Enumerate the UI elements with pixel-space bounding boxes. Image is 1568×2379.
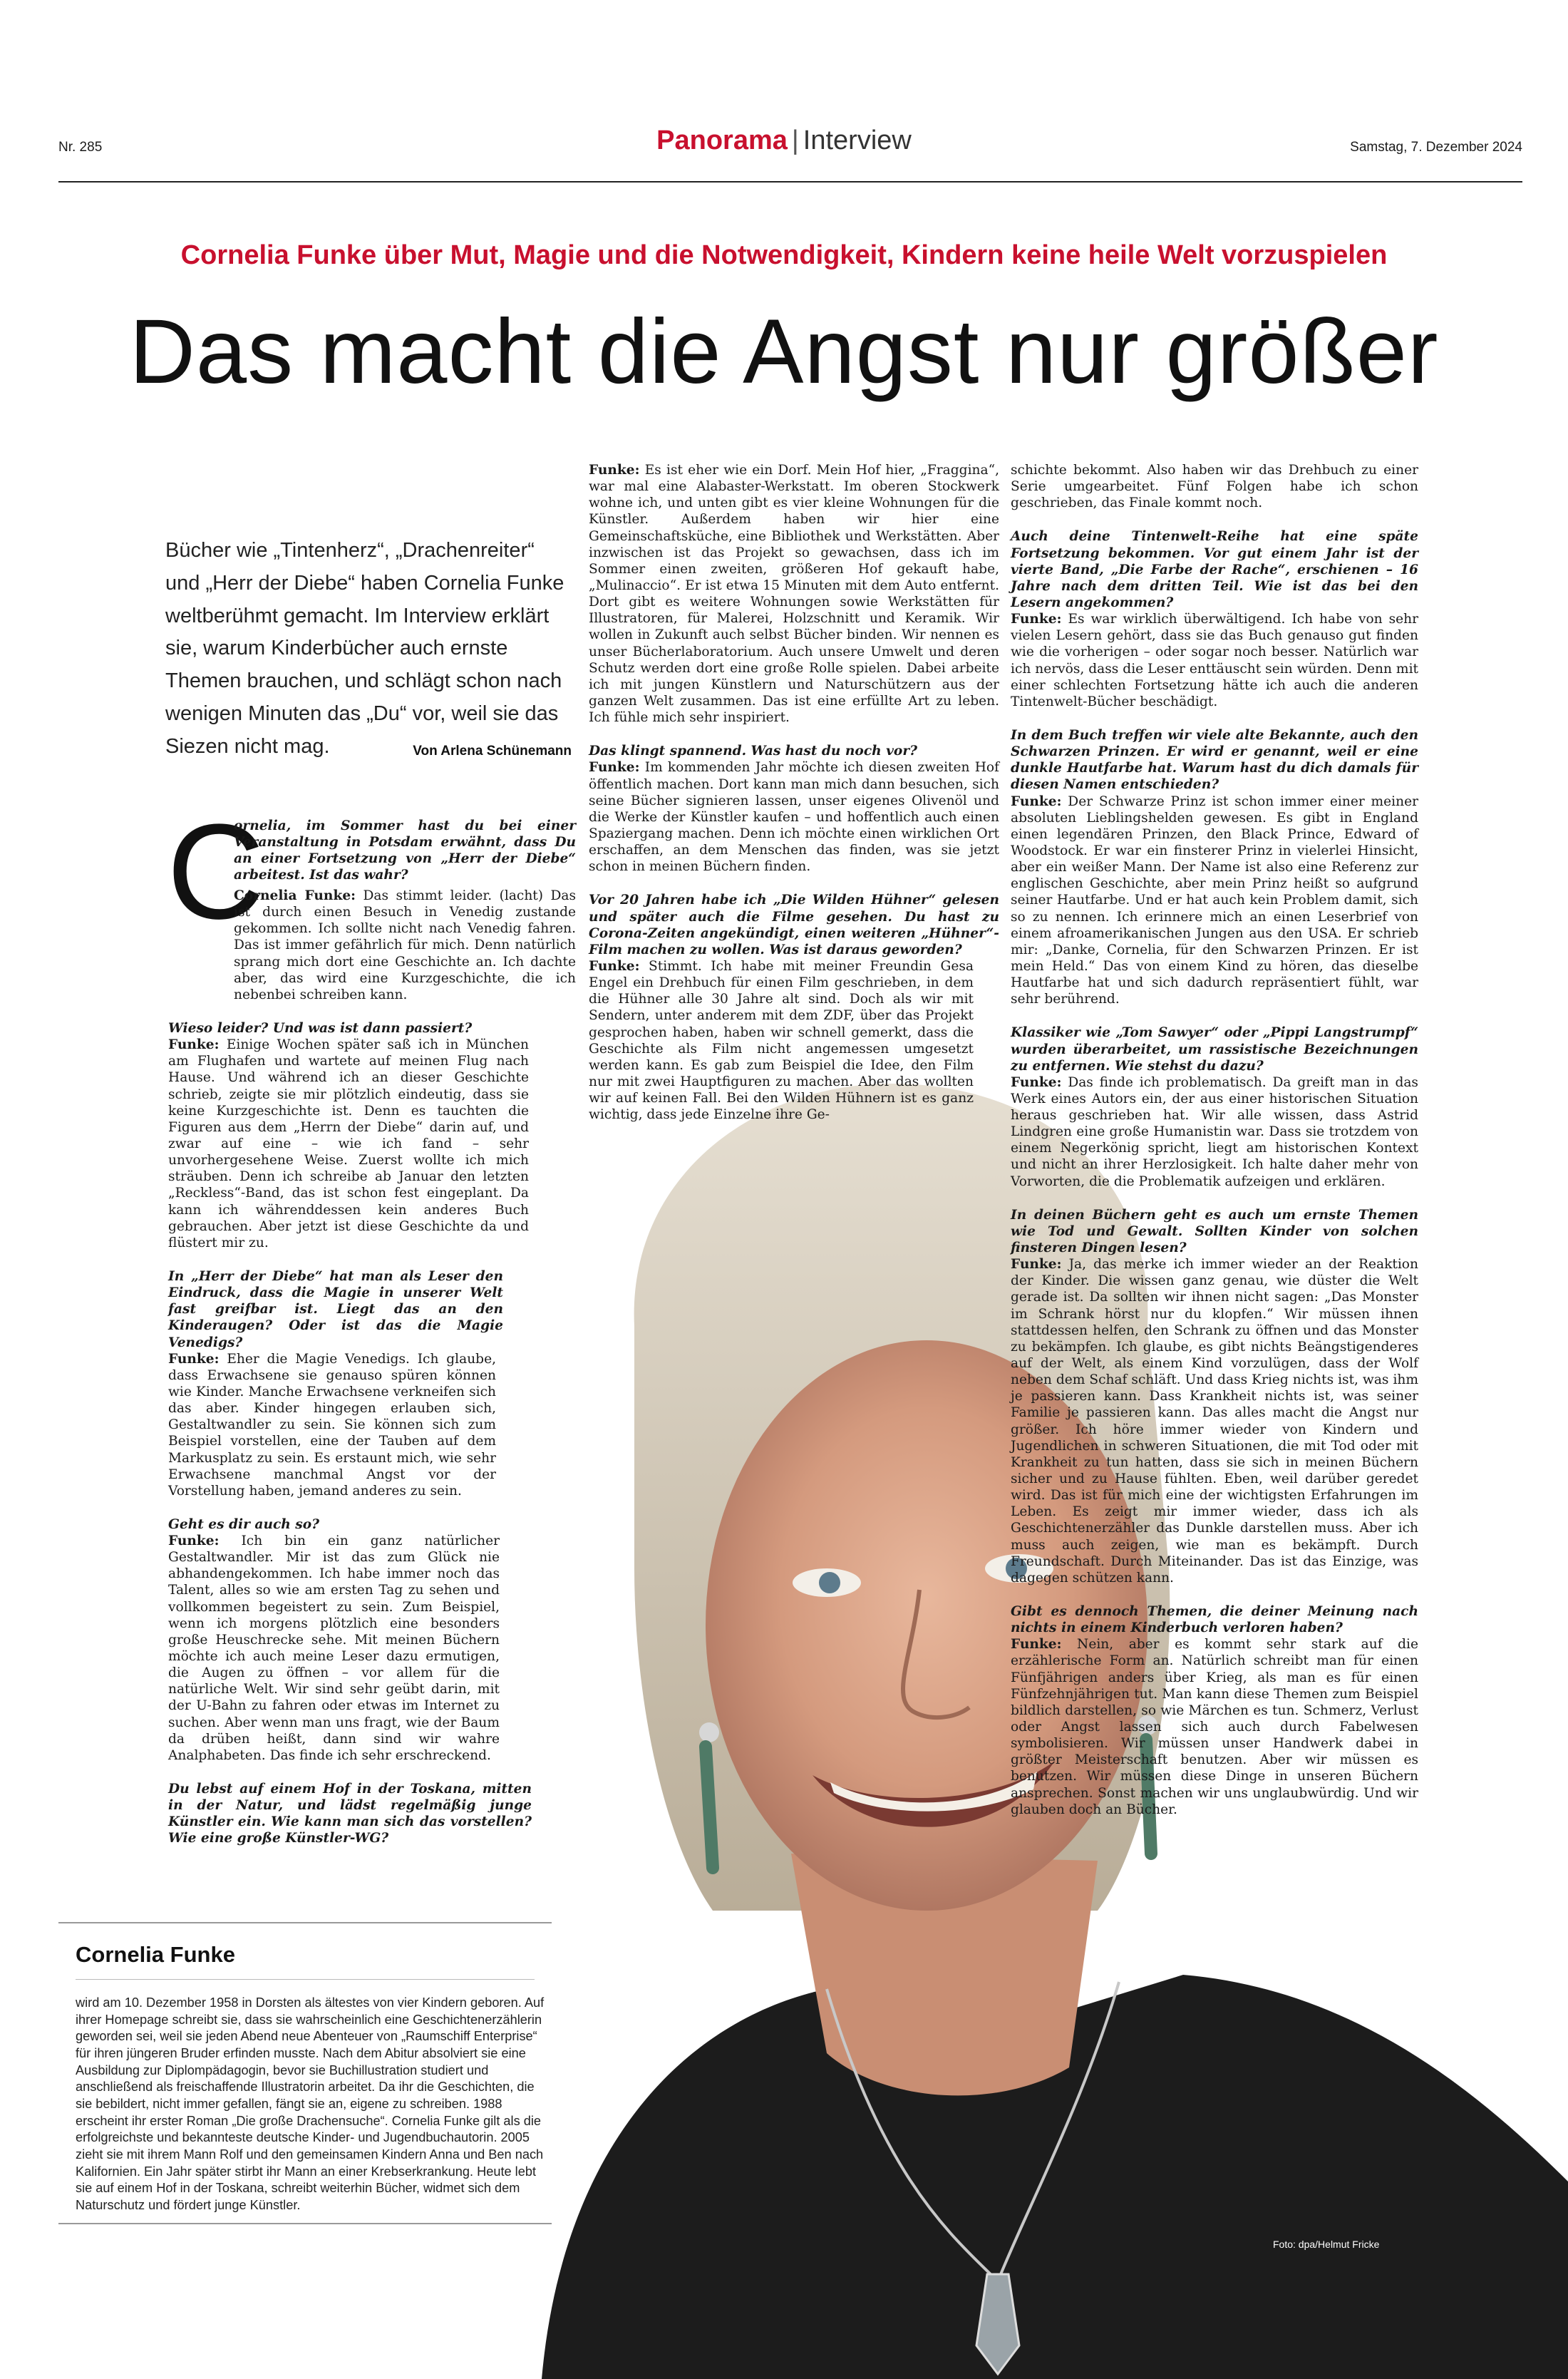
issue-number: Nr. 285 [58, 140, 103, 155]
section-name: Panorama [656, 125, 788, 155]
infobox-body: wird am 10. Dezember 1958 in Dorsten als ältestes von vier Kindern geboren. Auf ihrer Homepage schreibt sie, dass sie wahrscheinlich eine Geschichtenerzählerin geworden sei, weil sie jeden Abend neue Abenteuer von „Raumschiff Enterprise“ für ihren jüngeren Bruder erfinden musste. Nach dem Abitur absolviert sie eine Ausbildung zur Diplompädagogin, bevor sie Buchillustration studiert und anschließend als freischaffende Illustratorin arbeitet. Da ihr die Geschichten, die sie bebildert, nicht immer gefallen, fängt sie an, eigene zu schreiben. 1988 erscheint ihr erster Roman „Die große Drachensuche“. Cornelia Funke gilt als die erfolgreichste und bekannteste deutsche Kinder- und Jugendbuchautorin. 2005 zieht sie mit ihrem Mann Rolf und den gemeinsamen Kindern Anna und Ben nach Kalifornien. Ein Jahr später stirbt ihr Mann an einer Krebserkrankung. Heute lebt sie auf einem Hof in der Toskana, schreibt weiterhin Bücher, widmet sich dem Naturschutz und fördert junge Künstler. [76, 1995, 545, 2212]
answer: Es war wirklich überwältigend. Ich habe von sehr vielen Lesern gehört, dass sie das Buch genauso gut finden wie die vorherigen – oder sogar noch besser. Natürlich war ich nervös, dass die Leser enttäuscht sein würden. Denn mit einer schlechten Fortsetzung hätte ich auch die anderen Tintenwelt-Bücher beschädigt. [1011, 612, 1418, 709]
answer: Im kommenden Jahr möchte ich diesen zweiten Hof öffentlich machen. Dort kann man mich dann besuchen, sich seine Bücher signieren lassen, unser eigenes Olivenöl und die Werke der Künstler kaufen – und hoffentlich auch einen Spaziergang machen. Denn ich möchte einen wirklichen Ort erschaffen, an dem Menschen das finden, was sie jetzt schon in meinen Büchern finden. [589, 760, 999, 875]
article-column-2 [589, 462, 999, 1123]
speaker-label: Funke: [1011, 1637, 1062, 1653]
speaker-label: Funke: [589, 463, 640, 478]
question: Auch deine Tintenwelt-Reihe hat eine späte Fortsetzung bekommen. Vor gut einem Jahr ist der vierte Band, „Die Farbe der Rache“, erschienen – 16 Jahre nach dem dritten Teil. Wie ist das bei den Lesern angekommen? [1011, 529, 1418, 610]
question: In dem Buch treffen wir viele alte Bekannte, auch den Schwarzen Prinzen. Er wird er genannt, weil er eine dunkle Hautfarbe hat. Warum hast du dich damals für diesen Namen entschieden? [1011, 727, 1418, 793]
left-earring-stones [706, 1747, 713, 1868]
question: Das klingt spannend. Was hast du noch vor? [589, 744, 918, 759]
speaker-label: Funke: [1011, 1074, 1062, 1090]
answer: Ich bin ein ganz natürlicher Gestaltwandler. Mir ist das zum Glück nie abhandengekommen. Ich habe immer noch das Talent, alles so wie am ersten Tag zu sehen und vollkommen begeistert zu sein. Zum Beispiel, wenn ich morgens plötzlich eine besonders große Heuschrecke sehe. Mit meinen Büchern möchte ich auch meine Leser dazu ermutigen, die Augen zu öffnen – vor allem für die natürliche Welt. Wir sind sehr geübt darin, mit der U-Bahn zu fahren oder etwas im Internet zu suchen. Aber wenn man uns fragt, wie der Baum da drüben heißt, dann sind wir wahre Analphabeten. Das finde ich sehr erschreckend. [168, 1533, 500, 1763]
answer: Der Schwarze Prinz ist schon immer einer meiner absoluten Lieblingshelden gewesen. Es gibt in England einen legendären Prinzen, den Black Prince, Edward of Woodstock. Er war ein finsterer Prinz in vielerlei Hinsicht, aber ein weißer Mann. Der Name ist also eine Referenz zur englischen Geschichte, aber mein Prinz heißt so aufgrund seiner Hautfarbe. Und er hat auch kein Problem damit, sich so zu nennen. Ich erinnere mich an einen Leserbrief von einem afroamerikanischen Jungen aus den USA. Er schrieb mir: „Danke, Cornelia, für den Schwarzen Prinzen. Er ist mein Held.“ Das von einem Kind zu hören, das dieselbe Hautfarbe hat und sich dadurch repräsentiert fühlt, war sehr berührend. [1011, 793, 1418, 1007]
question: Gibt es dennoch Themen, die deiner Meinung nach nichts in einem Kinderbuch verloren haben? [1011, 1604, 1418, 1636]
question: Vor 20 Jahren habe ich „Die Wilden Hühner“ gelesen und später auch die Filme gesehen. Du hast zu Corona-Zeiten angekündigt, einen weiteren „Hühner“-Film machen zu wollen. Was ist daraus geworden? [589, 893, 999, 957]
question: ornelia, im Sommer hast du bei einer Veranstaltung in Potsdam erwähnt, dass Du an einer Fortsetzung von „Herr der Diebe“ arbeitest. Ist das wahr? [234, 818, 576, 883]
answer: Eher die Magie Venedigs. Ich glaube, dass Erwachsene sie genauso spüren können wie Kinder. Manche Erwachsene verkneifen sich das aber. Kinder hingegen erlauben sich, Gestaltwandler zu sein. Sie können sich zum Beispiel vorstellen, eine der Tauben auf dem Markusplatz zu sein. Es erstaunt mich, wie sehr Erwachsene manchmal Angst vor der Vorstellung haben, jemand anderes zu sein. [168, 1351, 496, 1499]
speaker-label: Funke: [1011, 1257, 1062, 1273]
speaker-label: Funke: [589, 958, 640, 974]
article-headline: Das macht die Angst nur größer [129, 301, 1439, 403]
left-earring [699, 1722, 719, 1742]
left-iris [819, 1572, 840, 1593]
question: Geht es dir auch so? [168, 1516, 320, 1532]
question: Wieso leider? Und was ist dann passiert? [168, 1020, 473, 1036]
speaker-label: Funke: [168, 1037, 220, 1053]
section-separator: | [791, 125, 799, 155]
speaker-label: Funke: [168, 1533, 220, 1549]
question: Du lebst auf einem Hof in der Toskana, mitten in der Natur, und lädst regelmäßig junge Künstler ein. Wie kann man sich das vorstellen? Wie eine große Künstler-WG? [168, 1782, 532, 1846]
question: In „Herr der Diebe“ hat man als Leser den Eindruck, dass die Magie in unserer Welt fast greifbar ist. Liegt das an den Kinderaugen? Oder ist das die Magie Venedigs? [168, 1268, 503, 1350]
answer: Stimmt. Ich habe mit meiner Freundin Gesa Engel ein Drehbuch für einen Film geschrieben, in dem die Hühner alle 30 Jahre alt sind. Doch als wir mit Sendern, unter anderem mit dem ZDF, über das Projekt gesprochen haben, haben wir schnell gemerkt, dass die Geschichte als Film nicht angemessen umgesetzt werden kann. Es gab zum Beispiel die Idee, den Film nur mit zwei Hauptfiguren zu machen. Aber das wollten wir auf keinen Fall. Bei den Wilden Hühnern ist es ganz wichtig, dass jede Einzelne ihre Ge- [589, 958, 974, 1123]
article-intro [165, 535, 572, 764]
intro-text: Bücher wie „Tintenherz“, „Drachenreiter“ und „Herr der Diebe“ haben Cornelia Funke weltberühmt gemacht. Im Interview erklärt sie, warum Kinderbücher auch ernste Themen brauchen, und schlägt schon nach wenigen Minuten das „Du“ vor, weil sie das Siezen nicht mag. [165, 539, 564, 758]
speaker-label: Funke: [589, 760, 640, 776]
speaker-label: Cornelia Funke: [234, 888, 356, 903]
drop-cap: C [167, 796, 265, 947]
answer: schichte bekommt. Also haben wir das Drehbuch zu einer Serie umgearbeitet. Fünf Folgen habe ich schon geschrieben, das Finale kommt noch. [1011, 463, 1418, 511]
header-rule [58, 181, 1522, 183]
article-kicker: Cornelia Funke über Mut, Magie und die Notwendigkeit, Kindern keine heile Welt vorzuspielen [180, 240, 1388, 270]
article-column-3 [1011, 462, 1418, 1818]
bio-infobox [58, 1922, 552, 2224]
answer: Nein, aber es kommt sehr stark auf die erzählerische Form an. Natürlich schreibt man für einen Fünfjährigen anders über Krieg, als man es für einen Fünfzehnjährigen tut. Man kann diese Themen zum Beispiel bildlich darstellen, so wie Märchen es tun. Schmerz, Verlust oder Angst lassen sich auch durch Fabelwesen symbolisieren. Wir müssen unser Handwerk dabei in größter Meisterschaft benutzen. Aber wir müssen es benutzen. Wir müssen diese Dinge in unseren Büchern ansprechen. Sonst machen wir uns unglaubwürdig. Und wir glauben doch an Bücher. [1011, 1637, 1418, 1817]
photo-credit: Foto: dpa/Helmut Fricke [1273, 2239, 1380, 2250]
issue-date: Samstag, 7. Dezember 2024 [1350, 140, 1522, 155]
section-header [0, 125, 1568, 156]
infobox-title: Cornelia Funke [76, 1942, 235, 1967]
answer-block [168, 888, 576, 1847]
question: Klassiker wie „Tom Sawyer“ oder „Pippi Langstrumpf“ wurden überarbeitet, um rassistische Bezeichnungen zu entfernen. Wie stehst du dazu? [1011, 1025, 1418, 1074]
answer: Einige Wochen später saß ich in München am Flughafen und wartete auf meinen Flug nach Hause. Und während ich an dieser Geschichte schrieb, zeigte sie mir plötzlich eindeutig, dass sie keine Kurzgeschichte ist. Denn es tauchten die Figuren aus dem „Herrn der Diebe“ darin auf, und zwar auf eine – wie ich fand – sehr unvorhergesehene Weise. Zuerst wollte ich mich sträuben. Denn ich schreibe ab Januar den letzten „Reckless“-Band, das ist schon fest eingeplant. Da kann ich währenddessen kein anderes Buch gebrauchen. Aber jetzt ist diese Geschichte da und flüstert mir zu. [168, 1037, 529, 1250]
answer: Das stimmt leider. (lacht) Das ist durch einen Besuch in Venedig zustande gekommen. Ich sollte nicht nach Venedig fahren. Das ist immer gefährlich für mich. Denn natürlich sprang mich dort eine Geschichte an. Ich dachte aber, das wird eine Kurzgeschichte, die ich nebenbei schreiben kann. [234, 888, 576, 1002]
speaker-label: Funke: [1011, 612, 1062, 627]
speaker-label: Funke: [1011, 793, 1062, 809]
answer: Es ist eher wie ein Dorf. Mein Hof hier, „Fraggina“, war mal eine Alabaster-Werkstatt. Im oberen Stockwerk wohne ich, und unten gibt es vier kleine Wohnungen für die Künstler. Außerdem haben wir hier eine Gemeinschaftsküche, eine Bibliothek und Werkstätten. Aber inzwischen ist das Projekt so gewachsen, dass ich im Sommer einen zweiten, größeren Hof gekauft habe, „Mulinaccio“. Er ist etwa 15 Minuten mit dem Auto entfernt. Dort gibt es weitere Wohnungen sowie Werkstätten für Illustratoren, für Malerei, Holzschnitt und Keramik. Wir wollen in Zukunft auch selbst Bücher binden. Wir nennen es unser Bücherlaboratorium. Auch unsere Umwelt und deren Schutz werden dort eine große Rolle spielen. Dabei arbeite ich mit jungen Künstlern und Naturschützern aus der ganzen Welt zusammen. Das ist eine erfüllte Art zu leben. Ich fühle mich sehr inspiriert. [589, 463, 999, 726]
answer: Ja, das merke ich immer wieder an der Reaktion der Kinder. Die wissen ganz genau, wie düster die Welt gerade ist. Da sollten wir ihnen nicht sagen: „Das Monster im Schrank hörst nur du klopfen.“ Wir müssen ihnen stattdessen helfen, den Schrank zu öffnen und das Monster zu bekämpfen. Ich glaube, es gibt nichts Beängstigenderes auf der Welt, als einem Kind vorzulügen, dass der Wolf neben dem Schaf schläft. Und dass Krieg nichts ist, was ihm je passieren kann. Dass Krankheit nichts ist, was seiner Familie je passieren kann. Das alles macht die Angst nur größer. Ich höre immer wieder von Kindern und Jugendlichen in schweren Situationen, die mit Tod oder mit Krankheit zu tun hatten, dass sie sich in meinen Büchern sicher und zu Hause fühlten. Eben, weil darüber geredet wird. Das ist für mich eine der wichtigsten Erfahrungen im Leben. Es zeigt mir immer wieder, dass ich als Geschichtenerzähler das Dunkle darstellen muss. Aber ich muss auch zeigen, wie man es bekämpft. Durch Freundschaft. Durch Miteinander. Das ist das Einzige, was dagegen schützen kann. [1011, 1257, 1418, 1586]
question-text [168, 818, 576, 884]
question: In deinen Büchern geht es auch um ernste Themen wie Tod und Gewalt. Sollten Kinder von solchen finsteren Dingen lesen? [1011, 1207, 1418, 1256]
speaker-label: Funke: [168, 1351, 220, 1367]
infobox-rule [76, 1979, 535, 1980]
subsection-name: Interview [803, 125, 912, 155]
author-byline: Von Arlena Schünemann [413, 743, 572, 759]
answer: Das finde ich problematisch. Da greift man in das Werk eines Autors ein, der aus einer historischen Situation heraus geschrieben hat. Wir alle wissen, dass Astrid Lindgren eine große Humanistin war. Dass sie trotzdem von einem Negerkönig spricht, liegt am historischen Kontext und nicht an ihrer Herzlosigkeit. Ich halte daher mehr von Vorworten, die die Problematik aufzeigen und erklären. [1011, 1074, 1418, 1189]
